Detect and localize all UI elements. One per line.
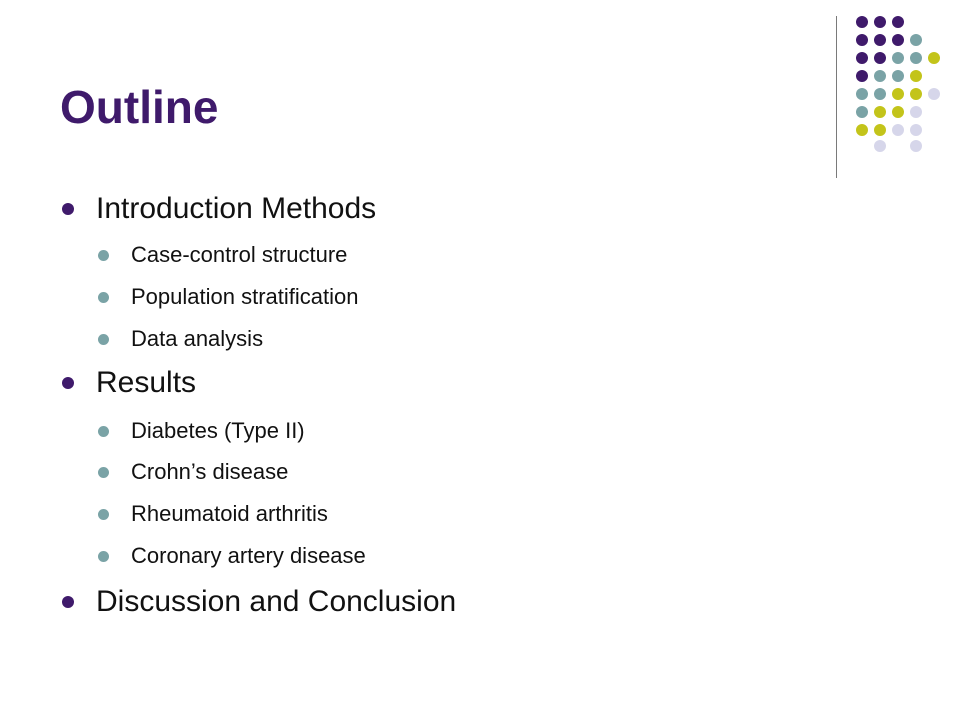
decorative-dot [892, 88, 904, 100]
decorative-dot [892, 124, 904, 136]
list-item [62, 585, 456, 619]
decorative-dot [856, 16, 868, 28]
decorative-dot [892, 106, 904, 118]
list-item [98, 543, 366, 569]
bullet-icon [98, 467, 109, 478]
decorative-dot [856, 106, 868, 118]
decorative-dot [874, 34, 886, 46]
decorative-dot [856, 52, 868, 64]
list-item-text: Results [96, 366, 197, 399]
list-item-text: Data analysis [131, 326, 264, 351]
bullet-icon [62, 596, 74, 608]
decorative-dot [874, 88, 886, 100]
decorative-dot [856, 88, 868, 100]
decorative-dot [910, 70, 922, 82]
slide-title: Outline [60, 81, 219, 133]
list-item-text: Population stratification [131, 284, 359, 309]
decorative-dot [874, 70, 886, 82]
decorative-dot [856, 70, 868, 82]
bullet-icon [98, 551, 109, 562]
decorative-dot [856, 34, 868, 46]
bullet-icon [98, 426, 109, 437]
list-item [98, 284, 358, 310]
decorative-dot [874, 16, 886, 28]
list-item [98, 242, 347, 268]
list-item-text: Coronary artery disease [131, 543, 366, 568]
decorative-dot [910, 52, 922, 64]
list-item [62, 366, 196, 400]
list-item-text: Rheumatoid arthritis [131, 501, 328, 526]
list-item-text: Diabetes (Type II) [131, 418, 305, 443]
bullet-icon [98, 250, 109, 261]
decorative-dot [874, 106, 886, 118]
decorative-dot [910, 88, 922, 100]
decorative-dot [874, 140, 886, 152]
list-item [98, 501, 328, 527]
list-item [98, 326, 263, 352]
list-item-text: Crohn’s disease [131, 459, 289, 484]
bullet-icon [98, 292, 109, 303]
decorative-dot [892, 70, 904, 82]
list-item-text: Case-control structure [131, 242, 348, 267]
decorative-dot [910, 124, 922, 136]
decorative-dot [874, 52, 886, 64]
decorative-vertical-line [836, 16, 837, 178]
decorative-dot [892, 34, 904, 46]
bullet-icon [62, 377, 74, 389]
bullet-icon [62, 203, 74, 215]
decorative-dot [910, 106, 922, 118]
list-item [98, 459, 288, 485]
list-item-text: Introduction Methods [96, 192, 377, 225]
list-item [62, 192, 376, 226]
decorative-dot [892, 52, 904, 64]
bullet-icon [98, 509, 109, 520]
list-item [98, 418, 305, 444]
decorative-dot [892, 16, 904, 28]
decorative-dot [910, 140, 922, 152]
decorative-dot [874, 124, 886, 136]
decorative-dot [910, 34, 922, 46]
bullet-icon [98, 334, 109, 345]
decorative-dot [928, 52, 940, 64]
list-item-text: Discussion and Conclusion [96, 585, 457, 618]
decorative-dot [856, 124, 868, 136]
decorative-dot [928, 88, 940, 100]
